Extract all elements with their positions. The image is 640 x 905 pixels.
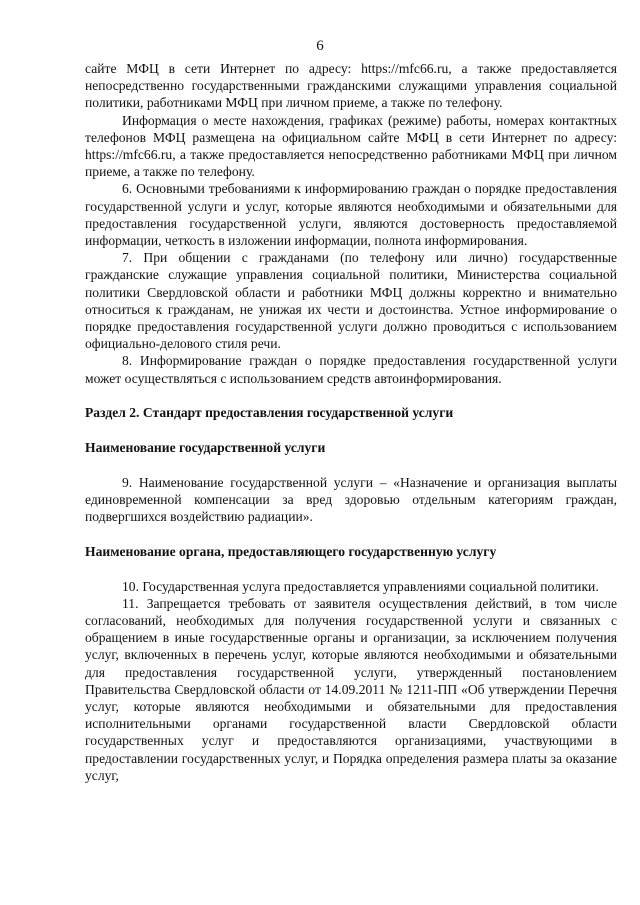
paragraph-9: 9. Наименование государственной услуги – «Назначение и организация выплаты единовременной компенсации за вред здоровью отдельным категориям граждан, подвергшихся воздействию радиации». [85,474,617,525]
subheading-authority: Наименование органа, предоставляющего государственную услугу [85,543,497,559]
paragraph-11: 11. Запрещается требовать от заявителя осуществления действий, в том числе согласований, необходимых для получения государственной услуги и связанных с обращением в иные государственные органы и организации, за исключением получения услуг, включенных в перечень услуг, которые являются необходимыми и обязательными для предоставления государственной услуги, утвержденный постановлением Правительства Свердловской области от 14.09.2011 № 1211-ПП «Об утверждении Перечня услуг, которые являются необходимыми и обязательными для предоставления исполнительными органами государственной власти Свердловской области государственных услуг и предоставляются организациями, участвующими в предоставлении государственных услуг, и Порядка определения размера платы за оказание услуг, [85,595,617,783]
page-number: 6 [316,38,324,54]
paragraph-7: 7. При общении с гражданами (по телефону или лично) государственные гражданские служащие управления социальной политики, Министерства социальной политики Свердловской области и работники МФЦ должны корректно и внимательно относиться к гражданам, не унижая их чести и достоинства. Устное информирование о порядке предоставления государственной услуги должно проводиться с использованием официально-делового стиля речи. [85,250,617,352]
paragraph-8: 8. Информирование граждан о порядке предоставления государственной услуги может осуществляться с использованием средств автоинформирования. [85,353,617,386]
paragraph-continuation: сайте МФЦ в сети Интернет по адресу: https://mfc66.ru, а также предоставляется непосредственно государственными гражданскими служащими управления социальной политики, работниками МФЦ при личном приеме, а также по телефону. [85,61,617,111]
document-body [85,60,617,784]
paragraph-mfc-info: Информация о месте нахождения, графиках (режиме) работы, номерах контактных телефонов МФЦ размещена на официальном сайте МФЦ в сети Интернет по адресу: https://mfc66.ru, а также предоставляется непосредственно работниками МФЦ при личном приеме, а также по телефону. [85,112,617,180]
subheading-service-name: Наименование государственной услуги [85,440,326,456]
paragraph-6: 6. Основными требованиями к информированию граждан о порядке предоставления государственной услуги и услуг, которые являются необходимыми и обязательными для предоставления государственной услуги, являются достоверность предоставляемой информации, четкость в изложении информации, полнота информирования. [85,181,617,249]
section-heading: Раздел 2. Стандарт предоставления государственной услуги [85,405,454,421]
paragraph-10: 10. Государственная услуга предоставляется управлениями социальной политики. [122,578,599,594]
